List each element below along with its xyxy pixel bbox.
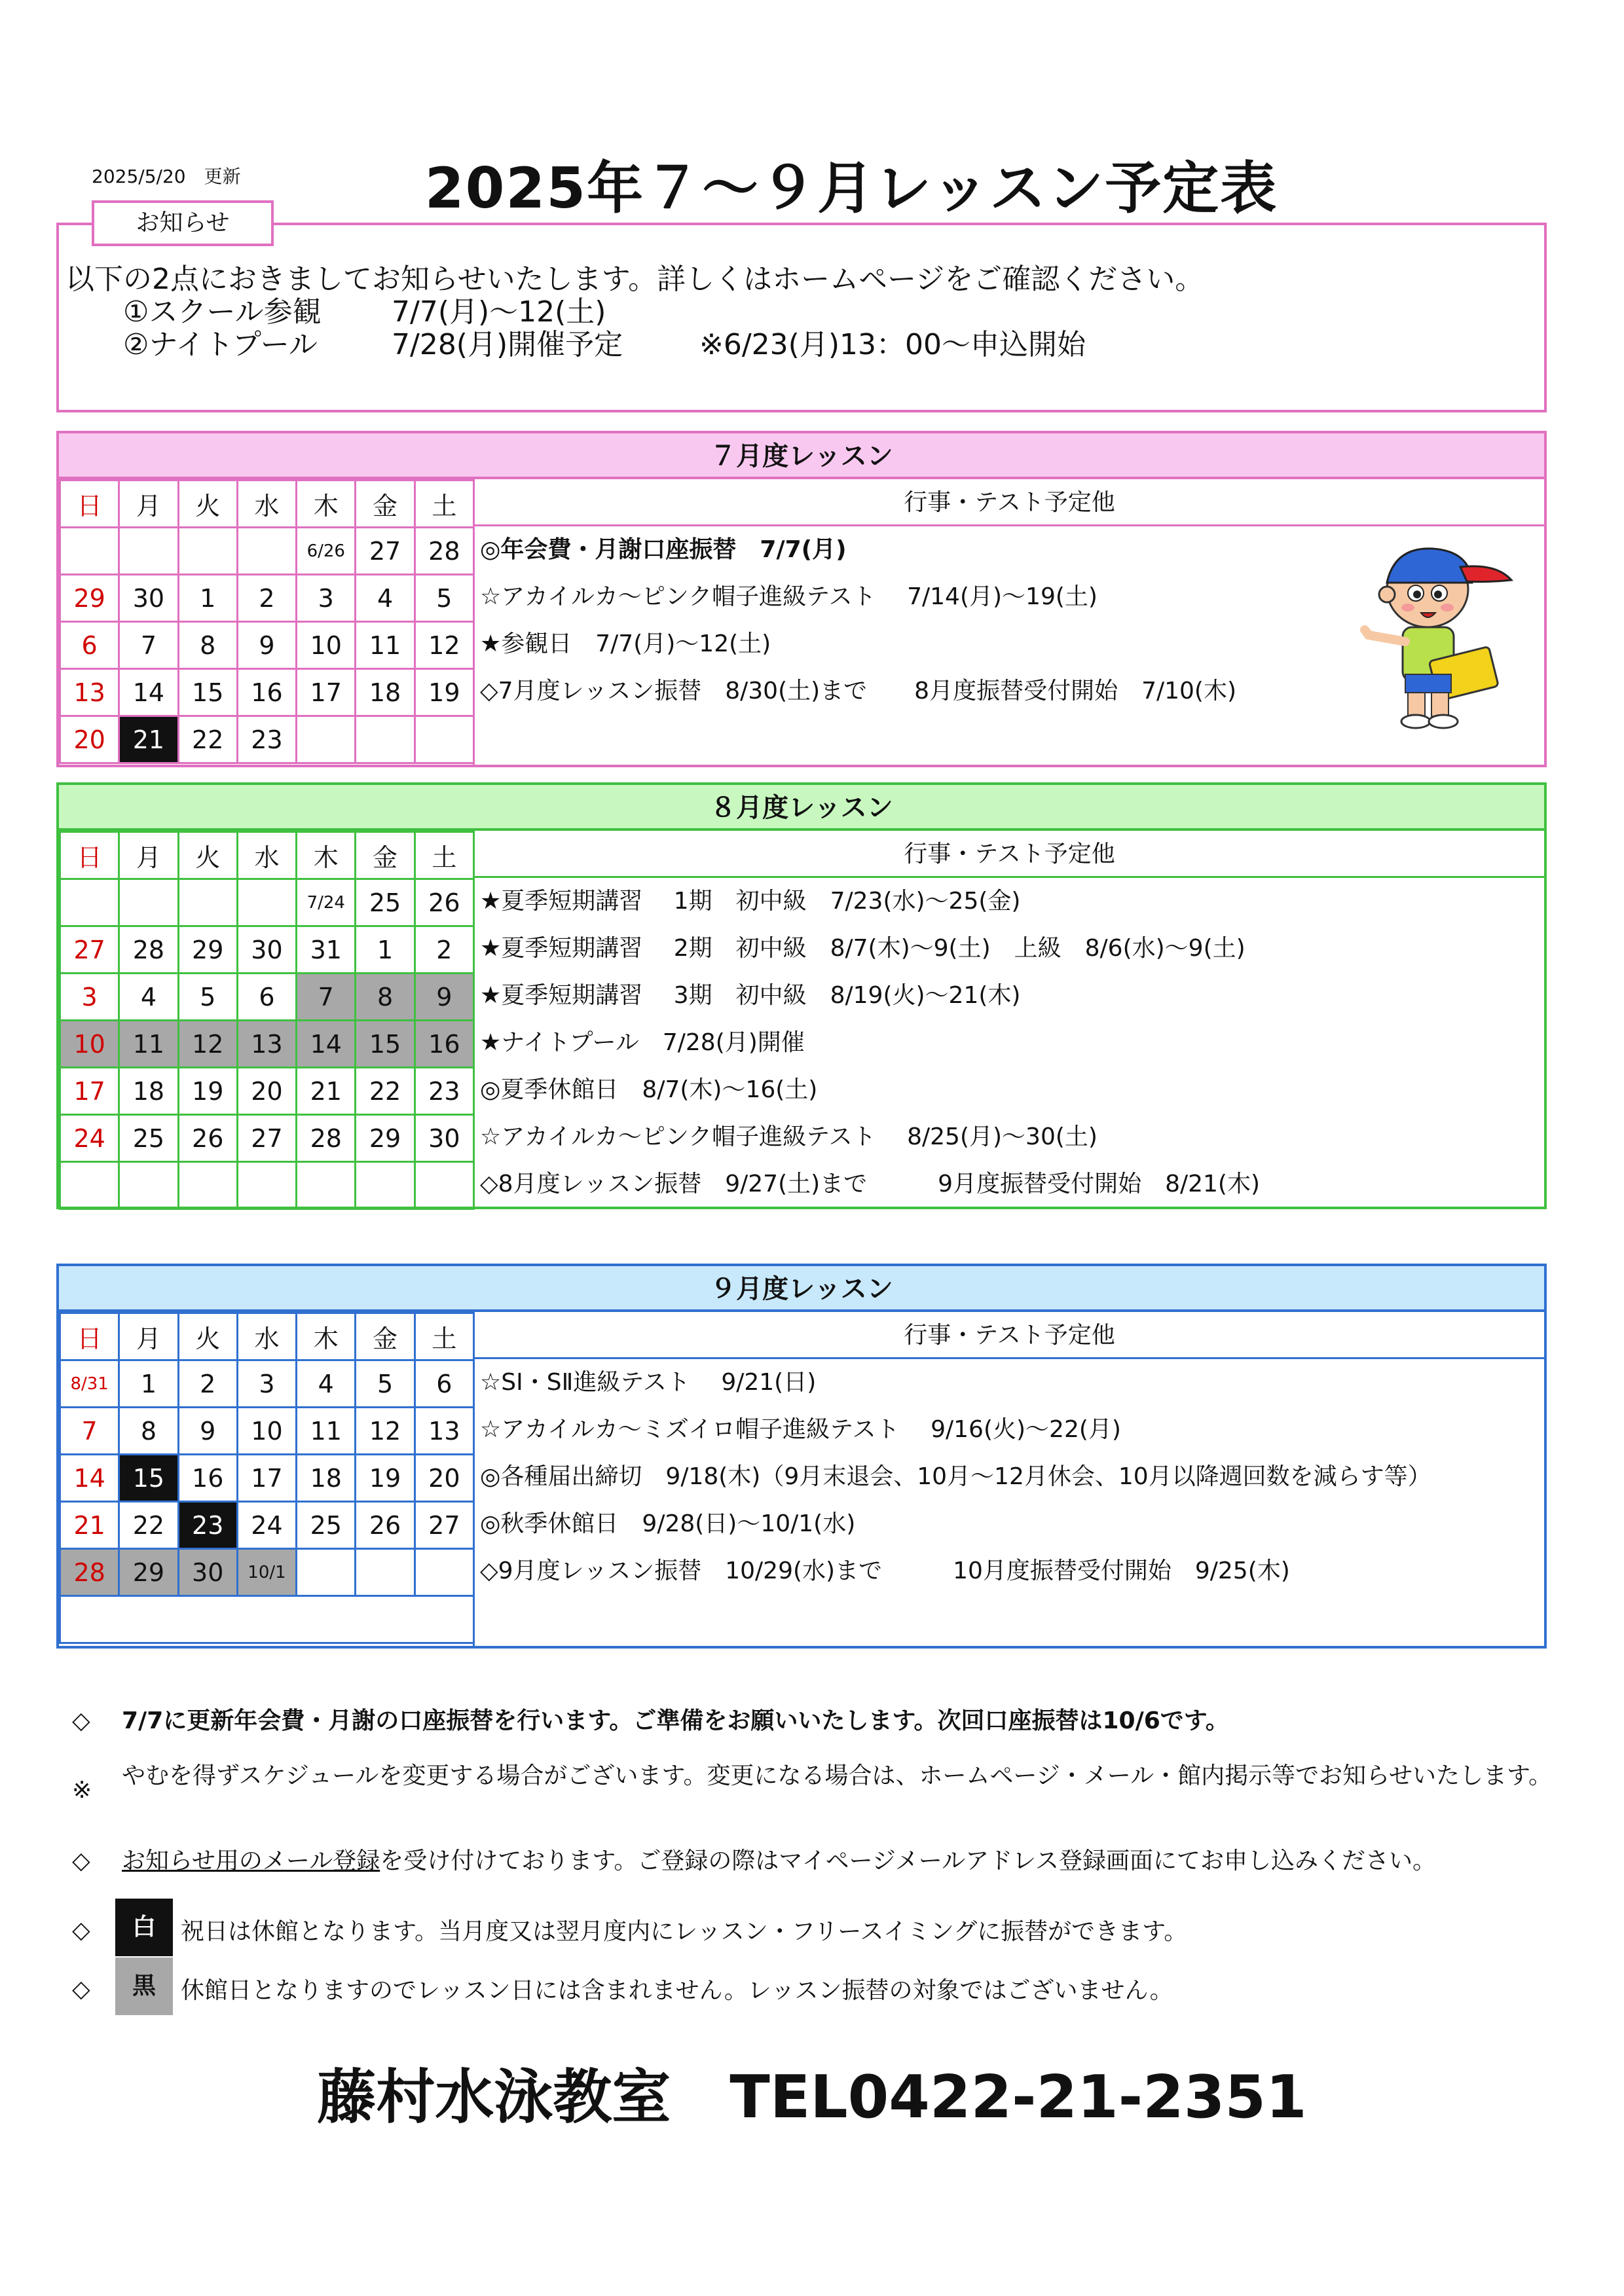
weekday-header: 火 (178, 1313, 237, 1360)
july-event: ☆アカイルカ～ピンク帽子進級テスト 7/14(月)～19(土) (480, 583, 1098, 610)
calendar-day: 21 (60, 1502, 119, 1549)
august-events-header: 行事・テスト予定他 (475, 831, 1544, 878)
calendar-day (60, 879, 119, 926)
august-event: ◇8月度レッスン振替 9/27(土)まで 9月度振替受付開始 8/21(木) (480, 1171, 1260, 1197)
notice-intro: 以下の2点におきましてお知らせいたします。詳しくはホームページをご確認ください。 (65, 263, 1204, 296)
calendar-day: 8/31 (60, 1360, 119, 1408)
note-mark: ◇ (72, 1848, 90, 1874)
calendar-day: 4 (356, 575, 415, 622)
august-events (473, 831, 1544, 1209)
calendar-day (356, 1549, 415, 1596)
calendar-day: 20 (60, 716, 119, 763)
calendar-day: 6 (60, 622, 119, 669)
calendar-day: 16 (237, 669, 296, 716)
note-mark: ◇ (72, 1707, 90, 1734)
weekday-header: 水 (237, 832, 296, 879)
calendar-day: 7 (119, 622, 178, 669)
calendar-day: 23 (178, 1502, 237, 1549)
calendar-day: 5 (178, 974, 237, 1021)
july-title: ７月度レッスン (59, 433, 1544, 479)
calendar-day: 15 (119, 1455, 178, 1502)
calendar-day: 13 (415, 1408, 473, 1455)
notice-item-2 (65, 329, 1204, 361)
notice-item-2-name: ②ナイトプール (123, 328, 318, 361)
calendar-day: 17 (237, 1455, 296, 1502)
september-event: ☆SⅠ・SⅡ進級テスト 9/21(日) (480, 1369, 817, 1396)
weekday-header: 月 (119, 1313, 178, 1360)
weekday-header: 木 (297, 481, 356, 528)
calendar-day: 22 (178, 716, 237, 763)
calendar-day: 14 (60, 1455, 119, 1502)
note-text: 祝日は休館となります。当月度又は翌月度内にレッスン・フリースイミングに振替ができます。 (181, 1918, 1188, 1945)
notice-item-2-note: ※6/23(月)13：00～申込開始 (699, 328, 1086, 361)
calendar-day: 28 (119, 926, 178, 974)
calendar-day: 1 (119, 1360, 178, 1408)
calendar-day: 19 (178, 1068, 237, 1115)
calendar-day: 7/24 (297, 879, 356, 926)
weekday-header: 木 (297, 1313, 356, 1360)
calendar-day: 9 (178, 1408, 237, 1455)
calendar-day (415, 1549, 473, 1596)
july-event: ◇7月度レッスン振替 8/30(土)まで 8月度振替受付開始 7/10(木) (480, 678, 1236, 704)
calendar-day (178, 1162, 237, 1209)
calendar-day: 6/26 (297, 528, 356, 575)
weekday-header: 火 (178, 481, 237, 528)
calendar-day: 9 (237, 622, 296, 669)
notice-tab: お知らせ (92, 200, 274, 246)
calendar-day: 20 (415, 1455, 473, 1502)
calendar-spacer (60, 1596, 474, 1643)
august-calendar (56, 782, 1547, 1209)
calendar-day: 10 (297, 622, 356, 669)
calendar-day (415, 716, 473, 763)
calendar-day: 17 (297, 669, 356, 716)
calendar-day (178, 879, 237, 926)
calendar-day: 17 (60, 1068, 119, 1115)
note-text: やむを得ずスケジュールを変更する場合がございます。変更になる場合は、ホームページ・メール・館内掲示等でお知らせいたします。 (122, 1762, 1553, 1789)
calendar-day: 29 (356, 1115, 415, 1162)
calendar-day: 1 (356, 926, 415, 974)
calendar-day: 16 (178, 1455, 237, 1502)
september-grid (59, 1312, 475, 1644)
weekday-header: 火 (178, 832, 237, 879)
calendar-day: 29 (119, 1549, 178, 1596)
calendar-day: 31 (297, 926, 356, 974)
august-event: ★夏季短期講習 2期 初中級 8/7(木)～9(土) 上級 8/6(水)～9(土) (480, 935, 1246, 962)
calendar-day: 11 (297, 1408, 356, 1455)
calendar-day: 6 (415, 1360, 473, 1408)
calendar-day: 1 (178, 575, 237, 622)
september-title: ９月度レッスン (59, 1266, 1544, 1312)
weekday-header: 金 (356, 832, 415, 879)
calendar-day: 12 (415, 622, 473, 669)
calendar-day (297, 1549, 356, 1596)
calendar-day: 19 (415, 669, 473, 716)
calendar-day (237, 528, 296, 575)
calendar-day: 3 (237, 1360, 296, 1408)
calendar-day: 28 (60, 1549, 119, 1596)
september-event: ◎秋季休館日 9/28(日)～10/1(水) (480, 1510, 856, 1537)
september-calendar (56, 1264, 1547, 1649)
calendar-day: 12 (356, 1408, 415, 1455)
note-text: 休館日となりますのでレッスン日には含まれません。レッスン振替の対象ではございません。 (181, 1977, 1173, 2004)
calendar-day: 18 (297, 1455, 356, 1502)
calendar-day: 22 (356, 1068, 415, 1115)
note-text: 7/7に更新年会費・月謝の口座振替を行います。ご準備をお願いいたします。次回口座振替は10/6です。 (122, 1707, 1229, 1734)
calendar-day (356, 1162, 415, 1209)
september-event: ◎各種届出締切 9/18(木)（9月末退会、10月～12月休会、10月以降週回数を減らす等） (480, 1463, 1431, 1490)
calendar-day: 2 (415, 926, 473, 974)
weekday-header: 金 (356, 481, 415, 528)
september-events-header: 行事・テスト予定他 (475, 1312, 1544, 1359)
calendar-day (237, 1162, 296, 1209)
august-event: ☆アカイルカ～ピンク帽子進級テスト 8/25(月)～30(土) (480, 1123, 1098, 1150)
calendar-day: 7 (60, 1408, 119, 1455)
calendar-day: 28 (415, 528, 473, 575)
notice-item-2-date: 7/28(月)開催予定 (392, 328, 623, 361)
holiday-legend-badge: 白 (115, 1899, 173, 1956)
calendar-day: 15 (356, 1021, 415, 1068)
note-text: を受け付けております。ご登録の際はマイページメールアドレス登録画面にてお申し込みください。 (380, 1848, 1437, 1874)
calendar-day: 4 (119, 974, 178, 1021)
calendar-day: 28 (297, 1115, 356, 1162)
calendar-day: 4 (297, 1360, 356, 1408)
calendar-day: 30 (178, 1549, 237, 1596)
weekday-header: 土 (415, 481, 473, 528)
calendar-day: 7 (297, 974, 356, 1021)
weekday-header: 土 (415, 1313, 473, 1360)
calendar-day: 23 (415, 1068, 473, 1115)
closed-legend-badge: 黒 (115, 1958, 173, 2015)
updated-date: 2025/5/20 更新 (92, 166, 241, 187)
note-mark: ※ (72, 1777, 92, 1804)
weekday-header: 水 (237, 481, 296, 528)
august-event: ★夏季短期講習 3期 初中級 8/19(火)～21(木) (480, 982, 1021, 1009)
calendar-day: 20 (237, 1068, 296, 1115)
calendar-day: 18 (119, 1068, 178, 1115)
calendar-day: 13 (60, 669, 119, 716)
july-event: ★参観日 7/7(月)～12(土) (480, 630, 771, 657)
july-events-header: 行事・テスト予定他 (475, 479, 1544, 526)
calendar-day (60, 1162, 119, 1209)
weekday-header: 日 (60, 481, 119, 528)
calendar-day: 30 (119, 575, 178, 622)
weekday-header: 金 (356, 1313, 415, 1360)
calendar-day: 25 (119, 1115, 178, 1162)
note-mark: ◇ (72, 1917, 90, 1944)
calendar-day: 16 (415, 1021, 473, 1068)
footer-contact: 藤村水泳教室 TEL0422-21-2351 (317, 2063, 1307, 2132)
calendar-day: 24 (60, 1115, 119, 1162)
calendar-day (297, 1162, 356, 1209)
calendar-day: 23 (237, 716, 296, 763)
calendar-day: 25 (297, 1502, 356, 1549)
july-grid (59, 479, 475, 764)
notice-item-1-name: ①スクール参観 (123, 295, 322, 329)
calendar-day: 8 (356, 974, 415, 1021)
calendar-day (237, 879, 296, 926)
notice-item-1-date: 7/7(月)～12(土) (392, 295, 606, 329)
calendar-day: 26 (178, 1115, 237, 1162)
calendar-day: 18 (356, 669, 415, 716)
calendar-day (297, 716, 356, 763)
weekday-header: 土 (415, 832, 473, 879)
calendar-day: 26 (415, 879, 473, 926)
calendar-day: 9 (415, 974, 473, 1021)
calendar-day: 10 (60, 1021, 119, 1068)
calendar-day: 3 (297, 575, 356, 622)
calendar-day: 27 (237, 1115, 296, 1162)
calendar-day: 27 (60, 926, 119, 974)
calendar-day: 12 (178, 1021, 237, 1068)
calendar-day: 27 (356, 528, 415, 575)
calendar-day: 3 (60, 974, 119, 1021)
note-mark: ◇ (72, 1976, 90, 2003)
calendar-day: 19 (356, 1455, 415, 1502)
calendar-day: 11 (356, 622, 415, 669)
calendar-day: 10 (237, 1408, 296, 1455)
calendar-day: 21 (297, 1068, 356, 1115)
calendar-day (356, 716, 415, 763)
calendar-day: 25 (356, 879, 415, 926)
calendar-day: 11 (119, 1021, 178, 1068)
calendar-day (415, 1162, 473, 1209)
calendar-day: 14 (297, 1021, 356, 1068)
calendar-day (119, 528, 178, 575)
calendar-day (119, 1162, 178, 1209)
notice-item-1 (65, 296, 1204, 329)
weekday-header: 日 (60, 1313, 119, 1360)
page-title: 2025年７～９月レッスン予定表 (424, 156, 1278, 221)
calendar-day: 22 (119, 1502, 178, 1549)
calendar-day: 5 (415, 575, 473, 622)
calendar-day (119, 879, 178, 926)
calendar-day: 8 (178, 622, 237, 669)
calendar-day: 27 (415, 1502, 473, 1549)
august-event: ◎夏季休館日 8/7(木)～16(土) (480, 1076, 818, 1103)
calendar-day: 14 (119, 669, 178, 716)
september-event: ☆アカイルカ～ミズイロ帽子進級テスト 9/16(火)～22(月) (480, 1416, 1121, 1443)
calendar-day: 6 (237, 974, 296, 1021)
july-calendar (56, 431, 1547, 767)
calendar-day: 15 (178, 669, 237, 716)
mail-registration-link[interactable]: お知らせ用のメール登録 (122, 1848, 380, 1874)
weekday-header: 月 (119, 481, 178, 528)
september-event: ◇9月度レッスン振替 10/29(水)まで 10月度振替受付開始 9/25(木) (480, 1558, 1290, 1584)
weekday-header: 水 (237, 1313, 296, 1360)
calendar-day: 26 (356, 1502, 415, 1549)
calendar-day: 21 (119, 716, 178, 763)
august-grid (59, 831, 475, 1210)
calendar-day (60, 528, 119, 575)
calendar-day: 13 (237, 1021, 296, 1068)
mascot-illustration (1356, 537, 1526, 746)
august-title: ８月度レッスン (59, 785, 1544, 831)
calendar-day: 5 (356, 1360, 415, 1408)
calendar-day: 30 (415, 1115, 473, 1162)
calendar-day: 10/1 (237, 1549, 296, 1596)
calendar-day (178, 528, 237, 575)
calendar-day: 2 (178, 1360, 237, 1408)
weekday-header: 木 (297, 832, 356, 879)
weekday-header: 日 (60, 832, 119, 879)
calendar-day: 8 (119, 1408, 178, 1455)
weekday-header: 月 (119, 832, 178, 879)
calendar-day: 24 (237, 1502, 296, 1549)
july-event: ◎年会費・月謝口座振替 7/7(月) (480, 536, 847, 563)
calendar-day: 29 (60, 575, 119, 622)
calendar-day: 2 (237, 575, 296, 622)
calendar-day: 29 (178, 926, 237, 974)
august-event: ★ナイトプール 7/28(月)開催 (480, 1029, 805, 1056)
september-events (473, 1312, 1544, 1649)
calendar-day: 30 (237, 926, 296, 974)
august-event: ★夏季短期講習 1期 初中級 7/23(水)～25(金) (480, 888, 1021, 915)
notice-text (65, 263, 1204, 361)
